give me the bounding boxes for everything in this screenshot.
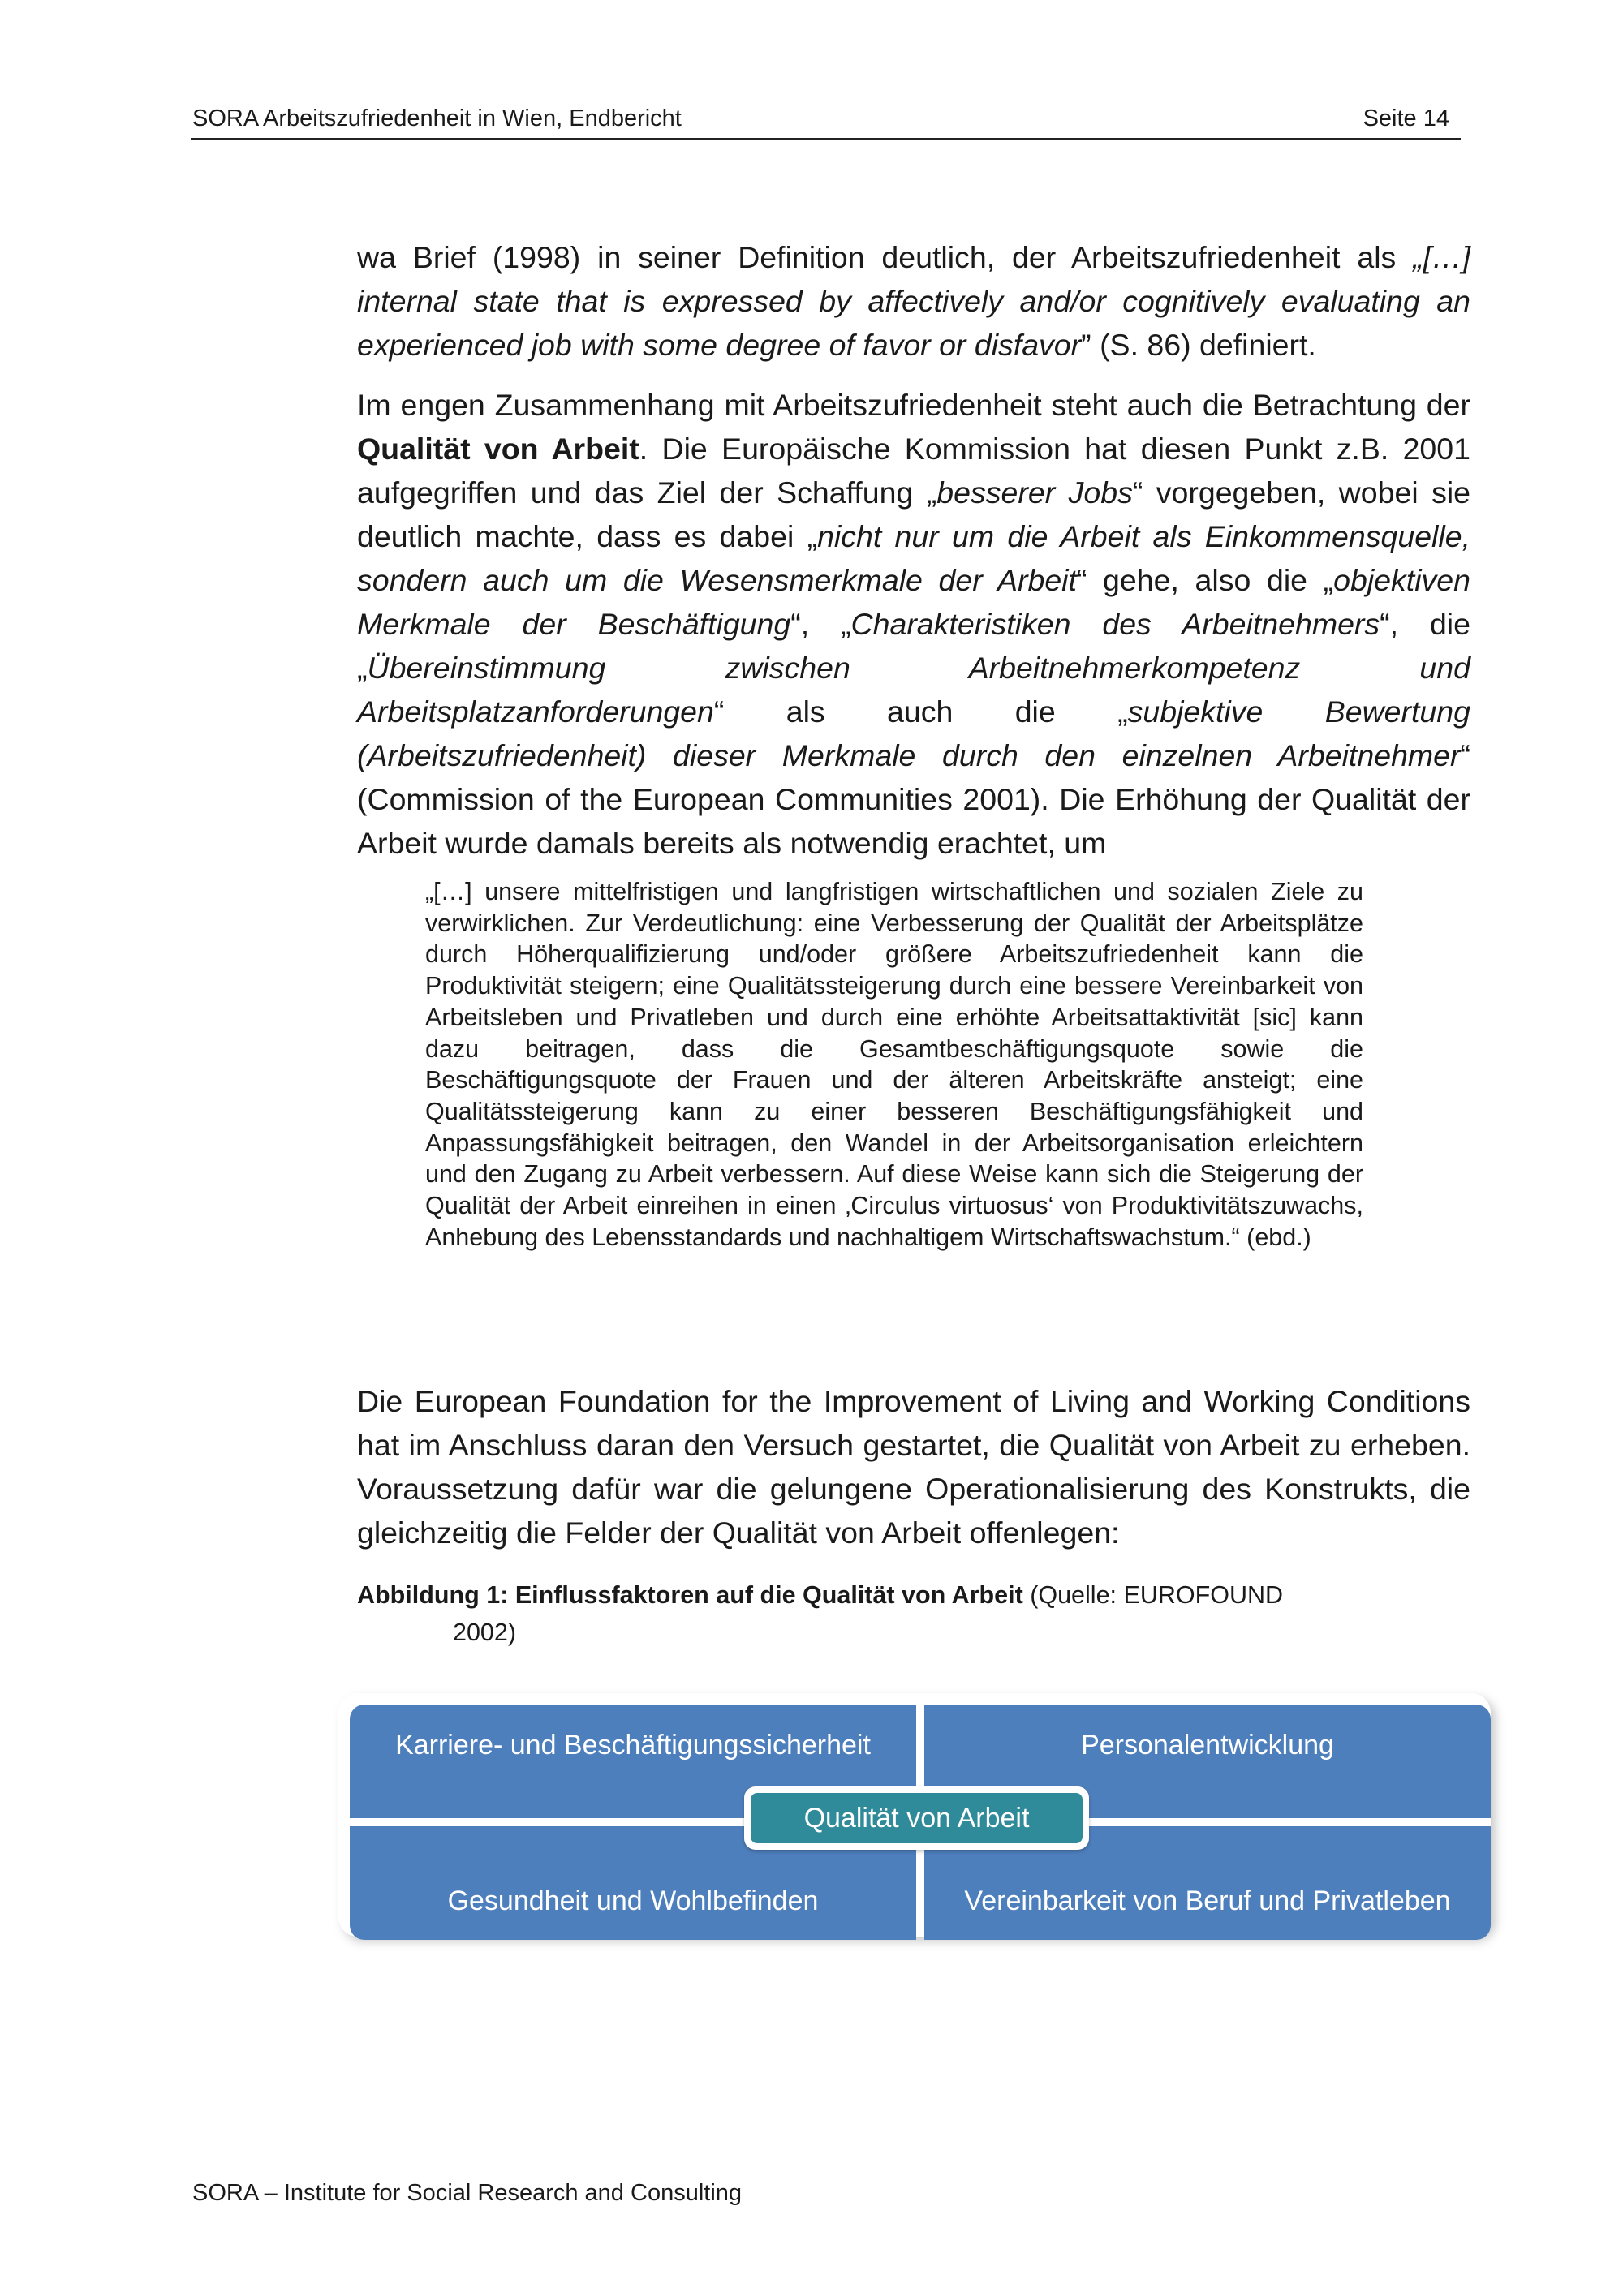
caption-label: Abbildung 1: Einflussfaktoren auf die Qualität von Arbeit: [357, 1581, 1023, 1609]
paragraph-eurofound: Die European Foundation for the Improvement of Living and Working Conditions hat im Anschluss daran den Versuch gestartet, die Qualität von Arbeit zu erheben. Voraussetzung dafür war die gelungene Operationalisierung des Konstrukts, die gleichzeitig die Felder der Qualität von Arbeit offenlegen:: [357, 1384, 1470, 1550]
quadrant-work-life-balance: Vereinbarkeit von Beruf und Privatleben: [924, 1826, 1491, 1940]
page-footer: SORA – Institute for Social Research and Consulting: [192, 2180, 743, 2206]
caption-source: (Quelle: EUROFOUND: [1022, 1581, 1284, 1609]
quality-of-work-diagram: [337, 1692, 1497, 1947]
diagram-frame: [338, 1693, 1491, 1937]
definition-quote: „[…] internal state that is expressed by affectively and/or cognitively evaluating an experienced job with some degree of favor or disfavor: [357, 240, 1470, 362]
page-header: [191, 104, 1461, 140]
block-quote: „[…] unsere mittelfristigen und langfristigen wirtschaftlichen und sozialen Ziele zu verwirklichen. Zur Verdeutlichung: eine Verbesserung der Qualität der Arbeitsplätze durch Höherqualifizierung und/oder größere Arbeitszufriedenheit kann die Produktivität steigern; eine Qualitätssteigerung durch eine bessere Vereinbarkeit von Arbeitsleben und Privatleben und durch eine erhöhte Arbeitsattaktivität [sic] kann dazu beitragen, dass die Gesamtbeschäftigungsquote sowie die Beschäftigungsquote der Frauen und der älteren Arbeitskräfte ansteigt; eine Qualitätssteigerung kann zu einer besseren Beschäftigungsfähigkeit und Anpassungsfähigkeit beitragen, den Wandel in der Arbeitsorganisation erleichtern und den Zugang zu Arbeit verbessern. Auf diese Weise kann sich die Steigerung der Qualität der Arbeit einreihen in einen ‚Circulus virtuosus‘ von Produktivitätszuwachs, Anhebung des Lebensstandards und nachhaltigem Wirtschaftswachstum.“ (ebd.): [425, 878, 1363, 1251]
caption-source-year: 2002): [453, 1619, 517, 1646]
paragraph-definition: wa Brief (1998) in seiner Definition deutlich, der Arbeitszufriedenheit als „[…] internal state that is expressed by affectively and/or cognitively evaluating an experienced job with some degree of favor or disfavor” (S. 86) definiert.: [357, 240, 1470, 362]
figure-caption: [357, 1576, 1470, 1651]
page-number: Seite 14: [1363, 105, 1449, 131]
center-quality-of-work: Qualität von Arbeit: [744, 1786, 1089, 1850]
quadrant-health-wellbeing: Gesundheit und Wohlbefinden: [350, 1826, 916, 1940]
quadrant-personnel-development: Personalentwicklung: [924, 1705, 1491, 1818]
paragraph-quality-of-work: Im engen Zusammenhang mit Arbeitszufriedenheit steht auch die Betrachtung der Qualität von Arbeit. Die Europäische Kommission hat diesen Punkt z.B. 2001 aufgegriffen und das Ziel der Schaffung „besserer Jobs“ vorgegeben, wobei sie deutlich machte, dass es dabei „nicht nur um die Arbeit als Einkommensquelle, sondern auch um die Wesensmerkmale der Arbeit“ gehe, also die „objektiven Merkmale der Beschäftigung“, „Charakteristiken des Arbeitnehmers“, die „Übereinstimmung zwischen Arbeitnehmerkompetenz und Arbeitsplatzanforderungen“ als auch die „subjektive Bewertung (Arbeitszufriedenheit) dieser Merkmale durch den einzelnen Arbeitnehmer“ (Commission of the European Communities 2001). Die Erhöhung der Qualität der Arbeit wurde damals bereits als notwendig erachtet, um: [357, 388, 1471, 860]
header-title: SORA Arbeitszufriedenheit in Wien, Endbericht: [192, 105, 682, 131]
quadrant-career-security: Karriere- und Beschäftigungssicherheit: [350, 1705, 916, 1818]
bold-term: Qualität von Arbeit: [357, 432, 639, 466]
